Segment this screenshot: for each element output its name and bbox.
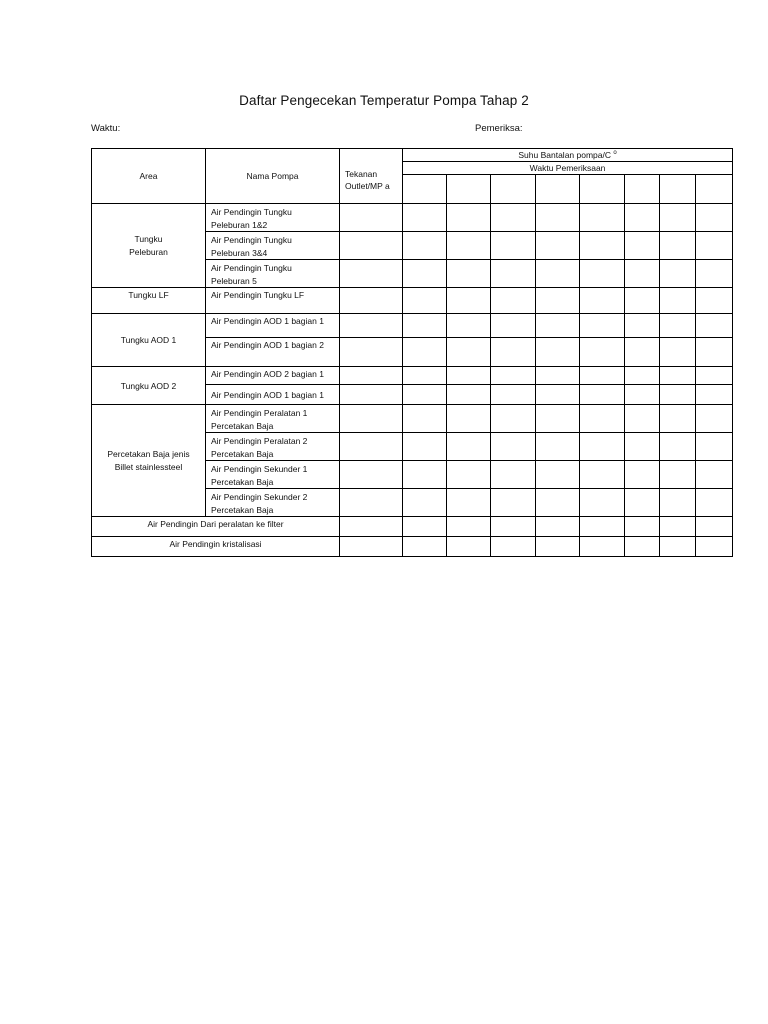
temp-cell[interactable] (403, 537, 447, 557)
temp-cell[interactable] (491, 260, 536, 288)
pump-name: Air Pendingin Tungku Peleburan 1&2 (206, 204, 340, 232)
temp-cell[interactable] (660, 385, 696, 405)
temp-cell[interactable] (580, 288, 625, 314)
temp-cell[interactable] (660, 517, 696, 537)
temp-cell[interactable] (536, 232, 580, 260)
header-tekanan: Tekanan Outlet/MP a (340, 149, 403, 204)
time-slot-cell[interactable] (491, 175, 536, 204)
temp-cell[interactable] (625, 489, 660, 517)
temp-cell[interactable] (580, 517, 625, 537)
table-row (92, 517, 733, 537)
pump-name: Air Pendingin Tungku LF (206, 288, 340, 314)
temp-cell[interactable] (625, 405, 660, 433)
temp-cell[interactable] (536, 314, 580, 338)
temp-cell[interactable] (403, 260, 447, 288)
temp-cell[interactable] (625, 338, 660, 367)
temp-cell[interactable] (491, 367, 536, 385)
time-slot-cell[interactable] (580, 175, 625, 204)
table-row (92, 367, 733, 385)
pump-name: Air Pendingin Sekunder 1 Percetakan Baja (206, 461, 340, 489)
table-row (92, 288, 733, 314)
temp-cell[interactable] (625, 314, 660, 338)
temp-cell[interactable] (403, 314, 447, 338)
temp-cell[interactable] (536, 537, 580, 557)
temp-cell[interactable] (403, 338, 447, 367)
temp-cell[interactable] (447, 314, 491, 338)
temp-cell[interactable] (403, 461, 447, 489)
header-suhu (403, 149, 733, 162)
waktu-label: Waktu: (91, 123, 121, 134)
temp-cell[interactable] (696, 517, 733, 537)
pressure-cell[interactable] (340, 433, 403, 461)
degree-mark: o (613, 150, 617, 157)
pump-name: Air Pendingin Peralatan 2 Percetakan Baja (206, 433, 340, 461)
temp-cell[interactable] (447, 537, 491, 557)
full-row-label: Air Pendingin Dari peralatan ke filter (92, 517, 340, 537)
temp-cell[interactable] (491, 232, 536, 260)
temp-cell[interactable] (447, 489, 491, 517)
pump-name: Air Pendingin AOD 1 bagian 2 (206, 338, 340, 367)
pump-name: Air Pendingin Tungku Peleburan 3&4 (206, 232, 340, 260)
temp-cell[interactable] (696, 537, 733, 557)
pressure-cell[interactable] (340, 461, 403, 489)
temp-cell[interactable] (403, 489, 447, 517)
page-title: Daftar Pengecekan Temperatur Pompa Tahap 2 (239, 93, 529, 108)
temp-cell[interactable] (536, 288, 580, 314)
header-waktu: Waktu Pemeriksaan (403, 162, 733, 175)
time-slot-cell[interactable] (660, 175, 696, 204)
table-row (92, 314, 733, 338)
temp-cell[interactable] (696, 260, 733, 288)
temp-cell[interactable] (625, 385, 660, 405)
pressure-cell[interactable] (340, 260, 403, 288)
header-area: Area (92, 149, 206, 204)
temp-cell[interactable] (580, 489, 625, 517)
temp-cell[interactable] (491, 433, 536, 461)
temp-cell[interactable] (447, 204, 491, 232)
temp-cell[interactable] (696, 385, 733, 405)
temp-cell[interactable] (536, 489, 580, 517)
temp-cell[interactable] (536, 433, 580, 461)
table-row (92, 204, 733, 232)
temp-cell[interactable] (491, 489, 536, 517)
inspection-table (91, 148, 733, 557)
temp-cell[interactable] (447, 385, 491, 405)
temp-cell[interactable] (660, 260, 696, 288)
temp-cell[interactable] (580, 204, 625, 232)
temp-cell[interactable] (625, 232, 660, 260)
temp-cell[interactable] (696, 489, 733, 517)
pressure-cell[interactable] (340, 489, 403, 517)
table-row (92, 405, 733, 433)
pressure-cell[interactable] (340, 537, 403, 557)
table-row (92, 537, 733, 557)
pressure-cell[interactable] (340, 405, 403, 433)
temp-cell[interactable] (491, 385, 536, 405)
pressure-cell[interactable] (340, 517, 403, 537)
temp-cell[interactable] (447, 288, 491, 314)
temp-cell[interactable] (491, 461, 536, 489)
pump-name: Air Pendingin Sekunder 2 Percetakan Baja (206, 489, 340, 517)
temp-cell[interactable] (403, 385, 447, 405)
temp-cell[interactable] (580, 433, 625, 461)
temp-cell[interactable] (403, 433, 447, 461)
temp-cell[interactable] (696, 367, 733, 385)
temp-cell[interactable] (660, 405, 696, 433)
pump-name: Air Pendingin AOD 2 bagian 1 (206, 367, 340, 385)
temp-cell[interactable] (403, 232, 447, 260)
pressure-cell[interactable] (340, 314, 403, 338)
temp-cell[interactable] (491, 537, 536, 557)
temp-cell[interactable] (447, 433, 491, 461)
area-tungku-peleburan: Tungku Peleburan (92, 204, 206, 288)
temp-cell[interactable] (696, 314, 733, 338)
temp-cell[interactable] (536, 517, 580, 537)
time-slot-cell[interactable] (403, 175, 447, 204)
pressure-cell[interactable] (340, 338, 403, 367)
temp-cell[interactable] (447, 405, 491, 433)
pressure-cell[interactable] (340, 385, 403, 405)
temp-cell[interactable] (696, 232, 733, 260)
header-nama-pompa: Nama Pompa (206, 149, 340, 204)
temp-cell[interactable] (447, 232, 491, 260)
full-row-label: Air Pendingin kristalisasi (92, 537, 340, 557)
temp-cell[interactable] (580, 367, 625, 385)
temp-cell[interactable] (491, 204, 536, 232)
temp-cell[interactable] (696, 433, 733, 461)
temp-cell[interactable] (536, 461, 580, 489)
temp-cell[interactable] (536, 385, 580, 405)
pressure-cell[interactable] (340, 204, 403, 232)
temp-cell[interactable] (660, 232, 696, 260)
temp-cell[interactable] (447, 367, 491, 385)
area-tungku-lf: Tungku LF (92, 288, 206, 314)
area-tungku-aod1: Tungku AOD 1 (92, 314, 206, 367)
temp-cell[interactable] (536, 405, 580, 433)
temp-cell[interactable] (491, 405, 536, 433)
pemeriksa-label: Pemeriksa: (475, 123, 523, 134)
temp-cell[interactable] (447, 461, 491, 489)
time-slot-cell[interactable] (625, 175, 660, 204)
temp-cell[interactable] (660, 204, 696, 232)
temp-cell[interactable] (403, 405, 447, 433)
pump-name: Air Pendingin AOD 1 bagian 1 (206, 314, 340, 338)
area-percetakan: Percetakan Baja jenis Billet stainlessteel (92, 405, 206, 517)
pressure-cell[interactable] (340, 367, 403, 385)
temp-cell[interactable] (536, 338, 580, 367)
header-suhu-text: Suhu Bantalan pompa/C (518, 150, 611, 160)
temp-cell[interactable] (580, 260, 625, 288)
temp-cell[interactable] (625, 204, 660, 232)
pump-name: Air Pendingin Peralatan 1 Percetakan Baja (206, 405, 340, 433)
temp-cell[interactable] (447, 338, 491, 367)
temp-cell[interactable] (660, 461, 696, 489)
temp-cell[interactable] (580, 385, 625, 405)
temp-cell[interactable] (625, 461, 660, 489)
time-slot-cell[interactable] (536, 175, 580, 204)
temp-cell[interactable] (696, 405, 733, 433)
temp-cell[interactable] (660, 288, 696, 314)
temp-cell[interactable] (580, 461, 625, 489)
temp-cell[interactable] (403, 204, 447, 232)
pressure-cell[interactable] (340, 232, 403, 260)
temp-cell[interactable] (403, 367, 447, 385)
temp-cell[interactable] (625, 367, 660, 385)
temp-cell[interactable] (491, 517, 536, 537)
temp-cell[interactable] (580, 338, 625, 367)
temp-cell[interactable] (536, 204, 580, 232)
temp-cell[interactable] (660, 314, 696, 338)
temp-cell[interactable] (660, 338, 696, 367)
temp-cell[interactable] (696, 204, 733, 232)
temp-cell[interactable] (491, 338, 536, 367)
time-slot-cell[interactable] (447, 175, 491, 204)
pump-name: Air Pendingin Tungku Peleburan 5 (206, 260, 340, 288)
temp-cell[interactable] (403, 517, 447, 537)
temp-cell[interactable] (625, 260, 660, 288)
temp-cell[interactable] (696, 288, 733, 314)
temp-cell[interactable] (403, 288, 447, 314)
temp-cell[interactable] (536, 260, 580, 288)
temp-cell[interactable] (580, 232, 625, 260)
time-slot-cell[interactable] (696, 175, 733, 204)
area-tungku-aod2: Tungku AOD 2 (92, 367, 206, 405)
temp-cell[interactable] (580, 405, 625, 433)
temp-cell[interactable] (660, 537, 696, 557)
temp-cell[interactable] (447, 260, 491, 288)
pressure-cell[interactable] (340, 288, 403, 314)
temp-cell[interactable] (660, 433, 696, 461)
temp-cell[interactable] (625, 517, 660, 537)
temp-cell[interactable] (660, 367, 696, 385)
temp-cell[interactable] (536, 367, 580, 385)
temp-cell[interactable] (696, 461, 733, 489)
temp-cell[interactable] (625, 288, 660, 314)
temp-cell[interactable] (660, 489, 696, 517)
temp-cell[interactable] (625, 537, 660, 557)
temp-cell[interactable] (491, 314, 536, 338)
pump-name: Air Pendingin AOD 1 bagian 1 (206, 385, 340, 405)
temp-cell[interactable] (580, 537, 625, 557)
temp-cell[interactable] (696, 338, 733, 367)
temp-cell[interactable] (625, 433, 660, 461)
temp-cell[interactable] (580, 314, 625, 338)
temp-cell[interactable] (491, 288, 536, 314)
temp-cell[interactable] (447, 517, 491, 537)
